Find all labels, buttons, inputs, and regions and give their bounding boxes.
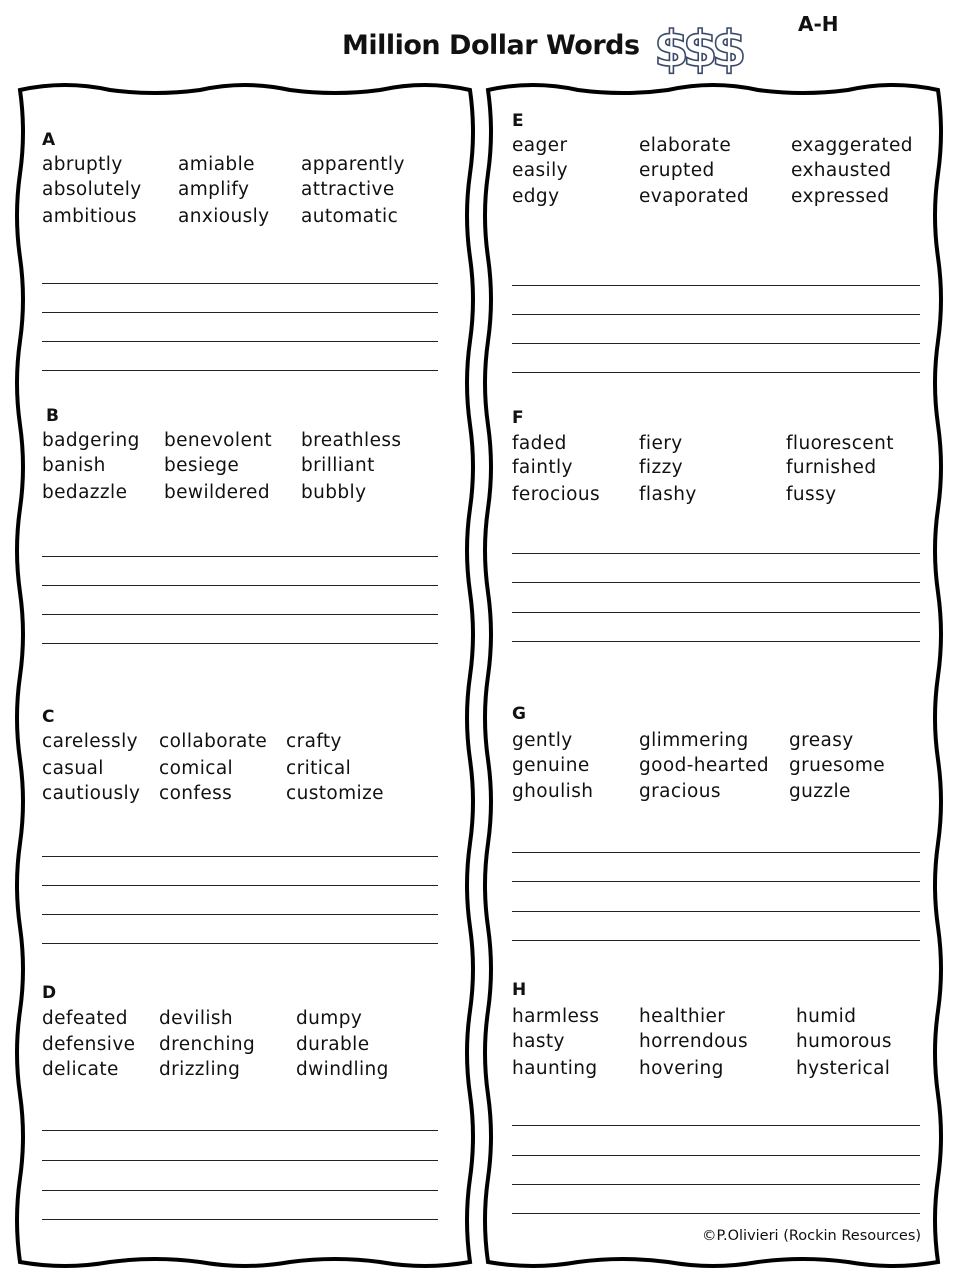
writing-line <box>512 372 920 373</box>
vocab-word: faded <box>512 433 567 454</box>
vocab-word: brilliant <box>301 455 375 476</box>
vocab-word: automatic <box>301 206 399 227</box>
writing-line <box>512 1213 920 1214</box>
vocab-word: banish <box>42 455 106 476</box>
vocab-word: gently <box>512 730 573 751</box>
writing-line <box>42 556 438 557</box>
section-letter: B <box>46 406 59 426</box>
vocab-word: apparently <box>301 154 405 175</box>
vocab-word: crafty <box>286 731 342 752</box>
section-letter: D <box>42 983 57 1003</box>
vocab-word: bubbly <box>301 482 367 503</box>
writing-line <box>42 1219 438 1220</box>
page-title: Million Dollar Words <box>342 30 640 61</box>
writing-line <box>42 341 438 342</box>
writing-line <box>512 881 920 882</box>
writing-line <box>512 314 920 315</box>
vocab-word: anxiously <box>178 206 270 227</box>
wavy-box-border <box>17 85 473 1266</box>
writing-line <box>512 612 920 613</box>
vocab-word: humorous <box>796 1031 892 1052</box>
vocab-word: guzzle <box>789 781 851 802</box>
vocab-word: fussy <box>786 484 837 505</box>
vocab-word: ambitious <box>42 206 137 227</box>
vocab-word: edgy <box>512 186 560 207</box>
vocab-word: hovering <box>639 1058 724 1079</box>
vocab-word: breathless <box>301 430 402 451</box>
vocab-word: ghoulish <box>512 781 594 802</box>
vocab-word: exhausted <box>791 160 892 181</box>
vocab-word: horrendous <box>639 1031 749 1052</box>
writing-line <box>512 1184 920 1185</box>
vocab-word: erupted <box>639 160 715 181</box>
vocab-word: gracious <box>639 781 721 802</box>
vocab-word: confess <box>159 783 233 804</box>
vocab-word: healthier <box>639 1006 726 1027</box>
vocab-word: easily <box>512 160 568 181</box>
vocab-word: devilish <box>159 1008 234 1029</box>
vocab-word: comical <box>159 758 234 779</box>
writing-line <box>42 914 438 915</box>
vocab-word: haunting <box>512 1058 598 1079</box>
writing-line <box>42 643 438 644</box>
wavy-box-border <box>485 85 941 1266</box>
vocab-word: amplify <box>178 179 250 200</box>
writing-line <box>512 343 920 344</box>
writing-line <box>42 614 438 615</box>
vocab-word: expressed <box>791 186 890 207</box>
vocab-word: eager <box>512 135 568 156</box>
section-letter: C <box>42 707 55 727</box>
vocab-word: critical <box>286 758 352 779</box>
vocab-word: besiege <box>164 455 240 476</box>
section-letter: F <box>512 408 524 428</box>
section-letter: H <box>512 980 527 1000</box>
writing-line <box>42 1130 438 1131</box>
vocab-word: good-hearted <box>639 755 770 776</box>
vocab-word: absolutely <box>42 179 142 200</box>
vocab-word: defensive <box>42 1034 136 1055</box>
copyright-credit: ©P.Olivieri (Rockin Resources) <box>702 1228 922 1244</box>
vocab-word: customize <box>286 783 384 804</box>
dollar-signs-icon: $$$ <box>654 20 741 78</box>
vocab-word: hasty <box>512 1031 565 1052</box>
vocab-word: cautiously <box>42 783 141 804</box>
vocab-word: gruesome <box>789 755 886 776</box>
vocab-word: fiery <box>639 433 683 454</box>
vocab-word: harmless <box>512 1006 600 1027</box>
writing-line <box>512 582 920 583</box>
vocab-word: elaborate <box>639 135 732 156</box>
vocab-word: genuine <box>512 755 590 776</box>
writing-line <box>42 370 438 371</box>
writing-line <box>512 852 920 853</box>
writing-line <box>512 1125 920 1126</box>
writing-line <box>42 283 438 284</box>
vocab-word: fluorescent <box>786 433 894 454</box>
vocab-word: dumpy <box>296 1008 363 1029</box>
vocab-word: greasy <box>789 730 854 751</box>
writing-line <box>42 585 438 586</box>
vocab-word: attractive <box>301 179 395 200</box>
vocab-word: durable <box>296 1034 370 1055</box>
vocab-word: badgering <box>42 430 140 451</box>
vocab-word: fizzy <box>639 457 684 478</box>
writing-line <box>512 553 920 554</box>
writing-line <box>42 1190 438 1191</box>
writing-line <box>512 911 920 912</box>
section-letter: G <box>512 704 526 724</box>
vocab-word: bedazzle <box>42 482 128 503</box>
vocab-word: casual <box>42 758 104 779</box>
vocab-word: carelessly <box>42 731 138 752</box>
writing-line <box>42 856 438 857</box>
vocab-word: drenching <box>159 1034 256 1055</box>
vocab-word: collaborate <box>159 731 268 752</box>
writing-line <box>512 641 920 642</box>
writing-line <box>42 943 438 944</box>
section-letter: E <box>512 111 524 131</box>
vocab-word: furnished <box>786 457 877 478</box>
vocab-word: bewildered <box>164 482 270 503</box>
section-letter: A <box>42 130 56 150</box>
vocab-word: humid <box>796 1006 857 1027</box>
writing-line <box>42 312 438 313</box>
writing-line <box>42 885 438 886</box>
vocab-word: drizzling <box>159 1059 241 1080</box>
vocab-word: ferocious <box>512 484 601 505</box>
vocab-word: exaggerated <box>791 135 913 156</box>
vocab-word: dwindling <box>296 1059 389 1080</box>
vocab-word: abruptly <box>42 154 123 175</box>
vocab-word: benevolent <box>164 430 272 451</box>
vocab-word: faintly <box>512 457 573 478</box>
writing-line <box>512 285 920 286</box>
writing-line <box>512 1155 920 1156</box>
letter-range: A-H <box>798 12 839 36</box>
vocab-word: hysterical <box>796 1058 891 1079</box>
vocab-word: defeated <box>42 1008 128 1029</box>
vocab-word: glimmering <box>639 730 749 751</box>
writing-line <box>42 1160 438 1161</box>
vocab-word: flashy <box>639 484 697 505</box>
writing-line <box>512 940 920 941</box>
vocab-word: evaporated <box>639 186 750 207</box>
vocab-word: amiable <box>178 154 255 175</box>
vocab-word: delicate <box>42 1059 119 1080</box>
